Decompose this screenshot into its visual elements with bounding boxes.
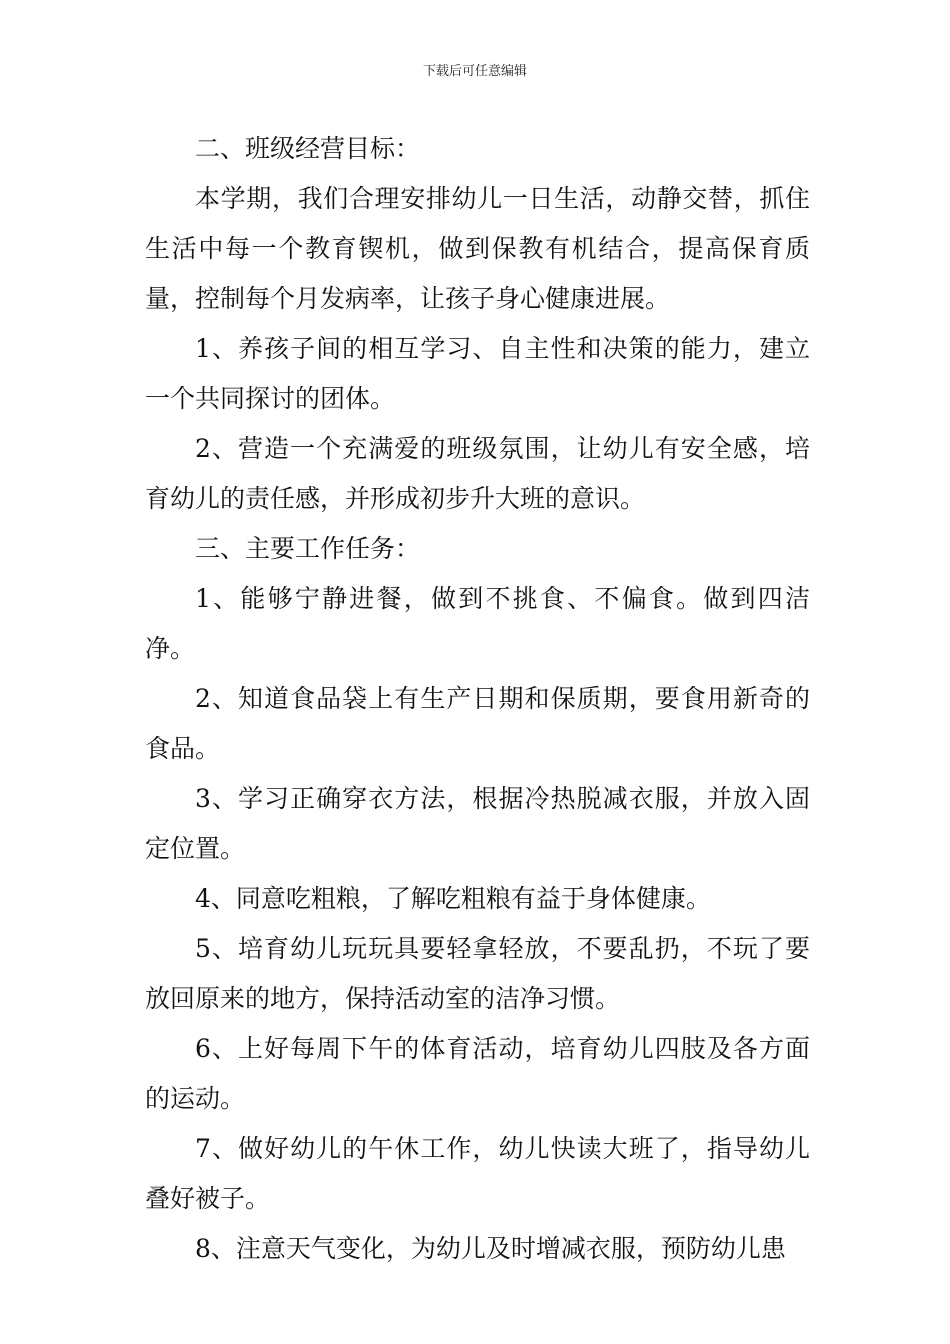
paragraph-goal-2: 2、营造一个充满爱的班级氛围，让幼儿有安全感，培育幼儿的责任感，并形成初步升大班的意识。 [145,434,810,513]
paragraph-task-1: 1、能够宁静进餐，做到不挑食、不偏食。做到四洁净。 [145,584,810,663]
paragraph-task-8: 8、注意天气变化，为幼儿及时增减衣服，预防幼儿患 [195,1234,786,1263]
paragraph-task-7: 7、做好幼儿的午休工作，幼儿快读大班了，指导幼儿叠好被子。 [145,1134,810,1213]
page-header-note: 下载后可任意编辑 [422,64,527,79]
paragraph-task-5: 5、培育幼儿玩玩具要轻拿轻放，不要乱扔，不玩了要放回原来的地方，保持活动室的洁净习惯。 [145,934,810,1013]
paragraph-task-6: 6、上好每周下午的体育活动，培育幼儿四肢及各方面的运动。 [145,1034,810,1113]
paragraph-section-2-heading: 二、班级经营目标： [195,134,421,163]
paragraph-semester-goal: 本学期，我们合理安排幼儿一日生活，动静交替，抓住生活中每一个教育锲机，做到保教有机结合，提高保育质量，控制每个月发病率，让孩子身心健康进展。 [145,184,810,313]
paragraph-task-4: 4、同意吃粗粮，了解吃粗粮有益于身体健康。 [195,884,711,913]
document-body [145,124,810,1274]
paragraph-task-3: 3、学习正确穿衣方法，根据冷热脱减衣服，并放入固定位置。 [145,784,810,863]
paragraph-task-2: 2、知道食品袋上有生产日期和保质期，要食用新奇的食品。 [145,684,810,763]
paragraph-goal-1: 1、养孩子间的相互学习、自主性和决策的能力，建立一个共同探讨的团体。 [145,334,810,413]
paragraph-section-3-heading: 三、主要工作任务： [195,534,421,563]
